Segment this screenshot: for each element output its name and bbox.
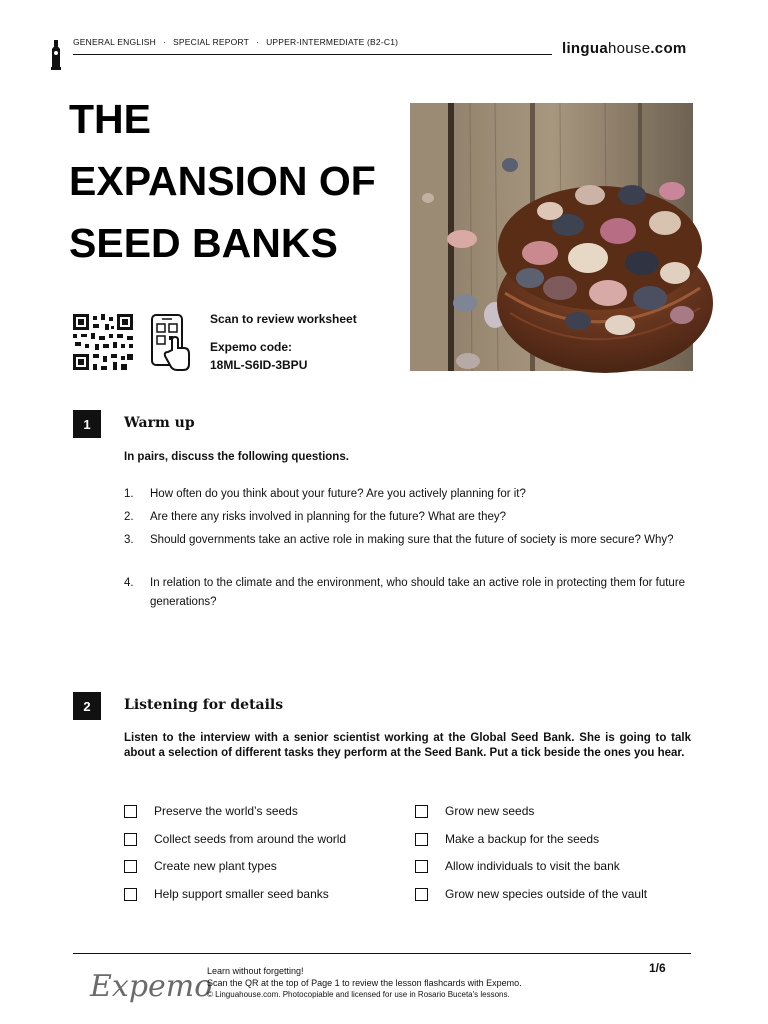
question-text: Should governments take an active role in making sure that the future of society is more secure? Why? (150, 534, 674, 546)
checkbox[interactable] (415, 805, 428, 818)
section-instruction: Listen to the interview with a senior scientist working at the Global Seed Bank. She is going to talk about a selection of different tasks they perform at the Seed Bank. Put a tick beside the ones you hear. (124, 732, 691, 759)
section-title: Warm up (124, 415, 195, 431)
section-number-badge: 2 (73, 692, 101, 720)
section-title: Listening for details (124, 697, 284, 713)
checkbox-item[interactable] (124, 832, 346, 846)
checkbox-label: Make a backup for the seeds (445, 832, 600, 846)
checkbox-item[interactable] (415, 859, 620, 873)
expemo-logo[interactable] (88, 962, 213, 1012)
expemo-logo-text: Expemo (90, 969, 213, 1004)
checkbox-item[interactable] (124, 804, 298, 818)
question-text: How often do you think about your future? Are you actively planning for it? (150, 488, 526, 500)
footer-instruction: Scan the QR at the top of Page 1 to review the lesson flashcards with Expemo. (207, 978, 522, 988)
checkbox[interactable] (124, 805, 137, 818)
brand-part: lingua (562, 40, 608, 57)
linguahouse-logo[interactable] (562, 40, 687, 57)
question-text: In relation to the climate and the environment, who should take an active role in protecting them for future generations? (150, 577, 686, 608)
brand-part: .com (650, 40, 687, 57)
question-item (124, 508, 694, 527)
question-item (124, 485, 694, 504)
checkbox[interactable] (415, 833, 428, 846)
footer-copyright: © Linguahouse.com. Photocopiable and licensed for use in Rosario Buceta's lessons. (207, 990, 510, 999)
title-line: THE (69, 96, 151, 142)
checkbox[interactable] (415, 860, 428, 873)
page-number: 1/6 (649, 961, 666, 975)
question-number: 4. (124, 577, 134, 589)
page-title (69, 88, 409, 274)
seed-bowl-image (410, 103, 693, 371)
checkbox[interactable] (124, 860, 137, 873)
expemo-code-label: Expemo code: (210, 340, 293, 354)
qr-code-icon[interactable] (73, 314, 133, 370)
breadcrumb-item: UPPER-INTERMEDIATE (B2-C1) (266, 37, 399, 47)
checkbox-label: Create new plant types (154, 859, 277, 873)
checkbox-item[interactable] (415, 804, 534, 818)
checkbox-label: Help support smaller seed banks (154, 887, 329, 901)
checkbox[interactable] (124, 888, 137, 901)
checkbox-label: Grow new species outside of the vault (445, 887, 648, 901)
checkbox-label: Allow individuals to visit the bank (445, 859, 620, 873)
question-number: 1. (124, 488, 134, 500)
footer-tagline: Learn without forgetting! (207, 966, 304, 976)
question-number: 3. (124, 534, 134, 546)
checkbox-label: Preserve the world’s seeds (154, 804, 298, 818)
brand-part: house (607, 40, 651, 57)
checkbox-item[interactable] (415, 832, 599, 846)
phone-scan-icon (150, 314, 192, 372)
breadcrumb-separator: · (163, 37, 167, 47)
checkbox-item[interactable] (124, 859, 277, 873)
breadcrumb-item: SPECIAL REPORT (173, 37, 250, 47)
title-line: EXPANSION OF (69, 158, 376, 204)
header-divider (73, 54, 552, 55)
checkbox-label: Grow new seeds (445, 804, 535, 818)
checkbox[interactable] (415, 888, 428, 901)
question-number: 2. (124, 511, 134, 523)
question-item (124, 574, 694, 612)
checkbox-label: Collect seeds from around the world (154, 832, 347, 846)
question-item (124, 531, 694, 550)
big-ben-icon (50, 40, 62, 70)
level-breadcrumb (73, 37, 398, 47)
title-line: SEED BANKS (69, 220, 338, 266)
checkbox-item[interactable] (415, 887, 647, 901)
expemo-code-value: 18ML-S6ID-3BPU (210, 358, 308, 372)
footer-divider (73, 953, 691, 954)
section-instruction: In pairs, discuss the following questions. (124, 451, 349, 463)
breadcrumb-item: GENERAL ENGLISH (73, 37, 156, 47)
question-text: Are there any risks involved in planning for the future? What are they? (150, 511, 507, 523)
checkbox[interactable] (124, 833, 137, 846)
breadcrumb-separator: · (256, 37, 260, 47)
checkbox-item[interactable] (124, 887, 329, 901)
section-number-badge: 1 (73, 410, 101, 438)
scan-label: Scan to review worksheet (210, 312, 357, 326)
